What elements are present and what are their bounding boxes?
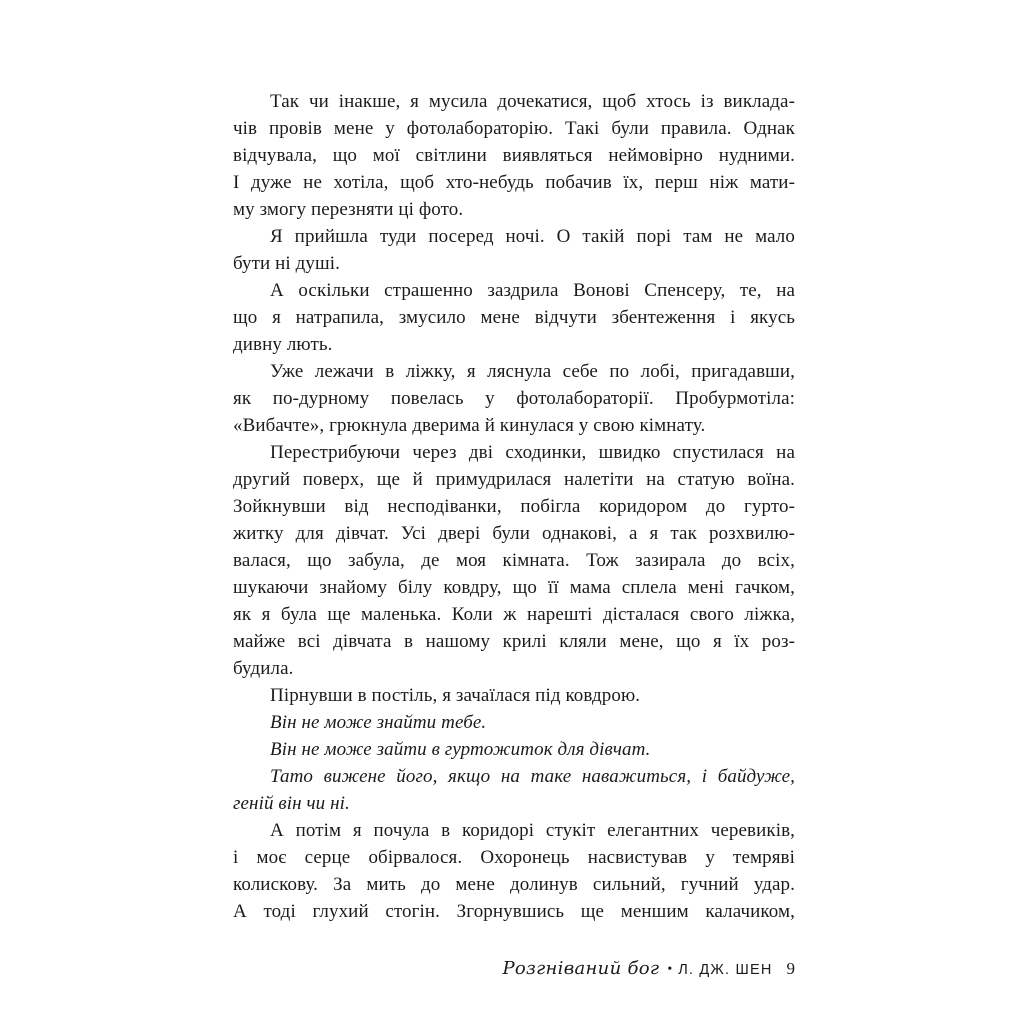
text-line: колискову. За мить до мене долинув сильний, гучний удар. [233,874,795,895]
text-line: А потім я почула в коридорі стукіт елегантних черевиків, [270,820,795,841]
page-number: 9 [786,959,795,978]
paragraph [233,277,795,358]
text-line: А оскільки страшенно заздрила Вонові Спенсеру, те, на [270,280,795,301]
body-text [233,88,795,925]
footer-separator: • [667,962,673,977]
text-line: будила. [233,658,294,679]
text-line: житку для дівчат. Усі двері були однакові, а я так розхвилю- [233,523,795,544]
paragraph-italic [233,763,795,817]
footer-author: Л. ДЖ. ШЕН [678,962,773,978]
text-line: Зойкнувши від несподіванки, побігла коридором до гурто- [233,496,795,517]
text-line: Так чи інакше, я мусила дочекатися, щоб хтось із виклада- [270,91,795,112]
paragraph [233,682,795,709]
text-line: валася, що забула, де моя кімната. Тож зазирала до всіх, [233,550,795,571]
text-line: що я натрапила, змусило мене відчути збентеження і якусь [233,307,795,328]
paragraph-italic [233,709,795,736]
text-line: Перестрибуючи через дві сходинки, швидко спустилася на [270,442,795,463]
text-line: чів провів мене у фотолабораторію. Такі були правила. Однак [233,118,795,139]
paragraph [233,223,795,277]
paragraph [233,358,795,439]
text-line: і моє серце обірвалося. Охоронець насвистував у темряві [233,847,795,868]
text-line: дивну лють. [233,334,333,355]
text-line: бути ні душі. [233,253,340,274]
paragraph [233,439,795,682]
text-line: другий поверх, ще й примудрилася налетіти на статую воїна. [233,469,795,490]
page-footer [233,958,795,985]
text-line: шукаючи знайому білу ковдру, що її мама сплела мені гачком, [233,577,795,598]
text-line: му змогу перезняти ці фото. [233,199,464,220]
text-line: геній він чи ні. [233,793,350,814]
paragraph [233,88,795,223]
text-line: Він не може зайти в гуртожиток для дівчат. [270,739,651,760]
text-line: Уже лежачи в ліжку, я ляснула себе по лобі, пригадавши, [270,361,795,382]
text-line: Він не може знайти тебе. [270,712,487,733]
running-title: Розгніваний бог [502,958,660,979]
text-line: Пірнувши в постіль, я зачаїлася під ковдрою. [270,685,641,706]
text-line: як я була ще маленька. Коли ж нарешті дісталася свого ліжка, [233,604,795,625]
paragraph-italic [233,736,795,763]
text-line: Я прийшла туди посеред ночі. О такій порі там не мало [270,226,795,247]
text-line: відчувала, що мої світлини виявляться неймовірно нудними. [233,145,795,166]
text-line: як по-дурному повелась у фотолабораторії. Пробурмотіла: [233,388,795,409]
text-line: А тоді глухий стогін. Згорнувшись ще меншим калачиком, [233,901,795,922]
text-line: І дуже не хотіла, щоб хто-небудь побачив їх, перш ніж мати- [233,172,795,193]
text-line: майже всі дівчата в нашому крилі кляли мене, що я їх роз- [233,631,795,652]
text-line: «Вибачте», грюкнула дверима й кинулася у свою кімнату. [233,415,706,436]
paragraph [233,817,795,925]
text-line: Тато вижене його, якщо на таке наважиться, і байдуже, [270,766,795,787]
